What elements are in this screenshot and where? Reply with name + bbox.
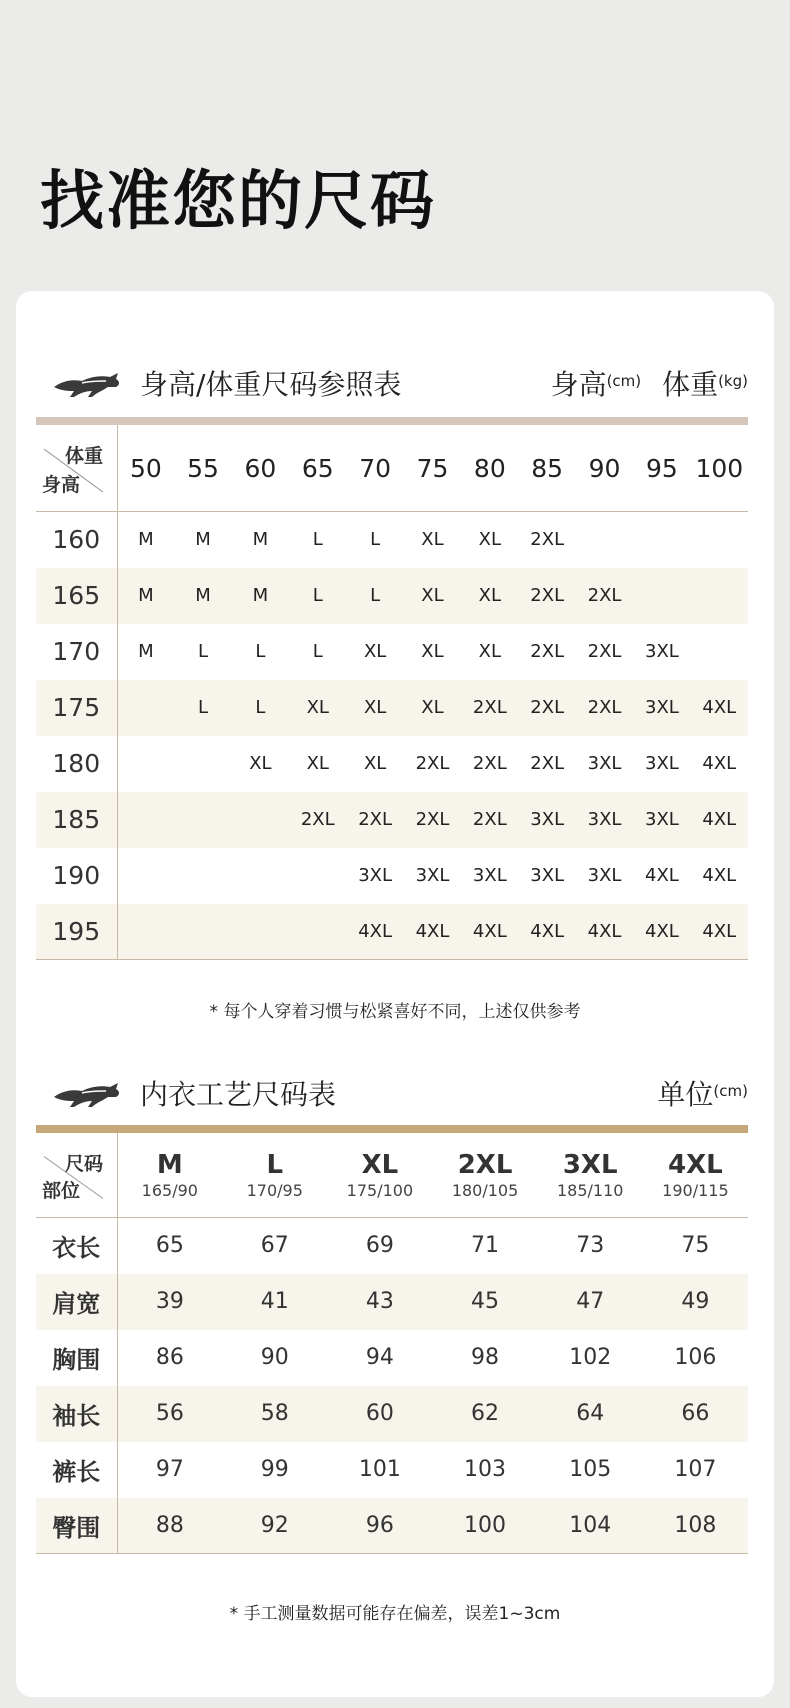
page-title: 找准您的尺码 xyxy=(40,165,436,239)
size-cell: M xyxy=(252,529,269,551)
size-name: 3XL xyxy=(562,1150,618,1180)
size-name: XL xyxy=(361,1150,399,1180)
header-row xyxy=(36,425,748,512)
size-cell: 4XL xyxy=(691,680,748,736)
table-row xyxy=(36,568,748,624)
size-cell: 2XL xyxy=(576,680,633,736)
size-cell xyxy=(289,904,346,960)
measure-cell: 64 xyxy=(538,1386,643,1442)
measure-cell: 107 xyxy=(674,1457,717,1482)
measure-cell: 97 xyxy=(155,1457,184,1482)
size-cell: XL xyxy=(478,529,502,551)
size-cell xyxy=(174,848,231,904)
size-cell: 3XL xyxy=(633,680,690,736)
measure-cell: 102 xyxy=(569,1345,612,1370)
height-weight-table-title: 身高/体重尺码参照表 xyxy=(140,368,402,401)
weight-header: 60 xyxy=(232,425,289,512)
measure-cell: 90 xyxy=(260,1345,289,1370)
size-cell xyxy=(174,792,231,848)
part-label: 胸围 xyxy=(36,1330,117,1386)
size-cell: XL xyxy=(478,641,502,662)
size-cell: 4XL xyxy=(633,904,690,960)
garment-table-title: 内衣工艺尺码表 xyxy=(140,1078,337,1111)
garment-section-header xyxy=(36,1075,748,1115)
size-cell: 4XL xyxy=(702,753,737,774)
size-cell: 3XL xyxy=(415,865,450,886)
table-row xyxy=(36,624,748,680)
measure-cell: 101 xyxy=(358,1457,401,1482)
size-cell: M xyxy=(232,568,289,624)
size-header xyxy=(643,1133,748,1218)
size-header xyxy=(538,1133,643,1218)
measure-cell: 86 xyxy=(155,1345,184,1370)
size-cell xyxy=(232,904,289,960)
part-label: 裤长 xyxy=(36,1442,117,1498)
size-cell: 2XL xyxy=(576,568,633,624)
height-weight-units: 身高$^{(cm)}$ 体重$^{(kg)}$ xyxy=(550,368,748,401)
size-cell: 4XL xyxy=(461,904,518,960)
size-cell: M xyxy=(174,568,231,624)
wolf-logo-icon xyxy=(52,369,122,401)
size-cell: 4XL xyxy=(519,904,576,960)
table-row xyxy=(36,1274,748,1330)
height-label: 160 xyxy=(36,512,117,568)
measure-cell: 58 xyxy=(222,1386,327,1442)
size-cell: 2XL xyxy=(530,753,565,774)
corner-bottom-label: 部位 xyxy=(42,1180,81,1202)
size-cell xyxy=(232,848,289,904)
size-cell: 3XL xyxy=(645,753,679,774)
size-spec: 190/115 xyxy=(662,1181,729,1200)
weight-header: 50 xyxy=(117,425,174,512)
size-cell: M xyxy=(117,568,174,624)
weight-header: 95 xyxy=(633,425,690,512)
measure-cell: 39 xyxy=(117,1274,222,1330)
measure-cell: 108 xyxy=(643,1498,748,1554)
measure-cell: 49 xyxy=(643,1274,748,1330)
size-cell: L xyxy=(289,568,346,624)
diagonal-line xyxy=(36,425,117,511)
size-cell: 3XL xyxy=(633,792,690,848)
size-spec: 175/100 xyxy=(346,1181,414,1200)
size-guide-card xyxy=(16,291,774,1697)
measure-cell: 103 xyxy=(464,1457,507,1482)
table-row xyxy=(36,512,748,568)
size-cell: XL xyxy=(346,680,403,736)
corner-header xyxy=(36,1133,117,1218)
height-weight-note: * 每个人穿着习惯与松紧喜好不同，上述仅供参考 xyxy=(209,1002,581,1022)
size-cell xyxy=(289,848,346,904)
size-cell: 3XL xyxy=(576,792,633,848)
table-row xyxy=(36,792,748,848)
size-cell: 4XL xyxy=(691,792,748,848)
size-cell: M xyxy=(195,529,211,551)
weight-header: 70 xyxy=(346,425,403,512)
measure-cell: 99 xyxy=(260,1457,289,1482)
size-cell: XL xyxy=(404,680,461,736)
measure-cell: 60 xyxy=(327,1386,432,1442)
size-header xyxy=(222,1133,327,1218)
size-cell: 2XL xyxy=(519,568,576,624)
size-cell: 2XL xyxy=(346,792,403,848)
height-label: 165 xyxy=(36,568,117,624)
size-cell: 2XL xyxy=(415,753,450,774)
size-cell: 3XL xyxy=(519,792,576,848)
part-label: 衣长 xyxy=(36,1218,117,1274)
size-cell: M xyxy=(138,529,154,551)
size-cell: M xyxy=(138,641,154,662)
size-cell xyxy=(117,848,174,904)
size-cell: 2XL xyxy=(519,680,576,736)
size-cell: L xyxy=(255,641,266,662)
size-cell: 4XL xyxy=(404,904,461,960)
weight-header: 65 xyxy=(289,425,346,512)
size-cell: L xyxy=(346,568,403,624)
size-cell: XL xyxy=(249,753,272,774)
size-cell: 2XL xyxy=(472,753,507,774)
size-cell: 3XL xyxy=(358,865,393,886)
measure-cell: 98 xyxy=(471,1345,500,1370)
size-cell xyxy=(174,736,231,792)
measure-cell: 69 xyxy=(365,1233,394,1259)
height-label: 180 xyxy=(36,736,117,792)
table-row xyxy=(36,1386,748,1442)
corner-top-label: 体重 xyxy=(64,445,103,467)
size-cell: 2XL xyxy=(461,792,518,848)
size-cell: XL xyxy=(421,641,444,662)
size-cell: XL xyxy=(306,753,329,774)
wolf-logo-icon xyxy=(52,1079,122,1111)
measure-cell: 106 xyxy=(674,1345,717,1370)
size-cell xyxy=(174,904,231,960)
table-row xyxy=(36,1330,748,1386)
size-cell: 2XL xyxy=(404,792,461,848)
measure-cell: 67 xyxy=(260,1233,289,1259)
measure-cell: 104 xyxy=(538,1498,643,1554)
section-divider-bar xyxy=(36,417,748,425)
corner-top-label: 尺码 xyxy=(64,1153,103,1175)
size-cell: 4XL xyxy=(702,865,737,886)
size-cell xyxy=(117,680,174,736)
size-cell: 2XL xyxy=(530,641,565,662)
size-cell: 4XL xyxy=(645,865,679,886)
weight-header: 85 xyxy=(519,425,576,512)
height-label: 195 xyxy=(36,904,117,960)
size-cell xyxy=(691,568,748,624)
measure-cell: 43 xyxy=(327,1274,432,1330)
size-name: M xyxy=(156,1150,183,1180)
size-cell xyxy=(691,624,748,680)
weight-header: 55 xyxy=(174,425,231,512)
weight-header: 90 xyxy=(576,425,633,512)
size-header xyxy=(117,1133,222,1218)
measure-cell: 92 xyxy=(222,1498,327,1554)
corner-header xyxy=(36,425,117,512)
measure-cell: 96 xyxy=(327,1498,432,1554)
corner-bottom-label: 身高 xyxy=(42,474,81,496)
size-cell: XL xyxy=(421,529,444,551)
garment-note: * 手工测量数据可能存在偏差，误差1~3cm xyxy=(229,1604,561,1624)
size-cell: XL xyxy=(363,641,387,662)
size-name: 2XL xyxy=(457,1150,513,1180)
size-cell: XL xyxy=(461,568,518,624)
size-cell xyxy=(117,904,174,960)
weight-header: 100 xyxy=(691,425,748,512)
table-row xyxy=(36,904,748,960)
size-cell: 3XL xyxy=(645,641,679,662)
garment-size-table xyxy=(36,1133,748,1554)
measure-cell: 56 xyxy=(117,1386,222,1442)
measure-cell: 45 xyxy=(432,1274,537,1330)
height-label: 190 xyxy=(36,848,117,904)
header-row xyxy=(36,1133,748,1218)
size-cell: XL xyxy=(404,568,461,624)
size-cell xyxy=(691,512,748,568)
measure-cell: 41 xyxy=(222,1274,327,1330)
measure-cell: 71 xyxy=(471,1233,500,1259)
size-cell: L xyxy=(312,641,323,662)
table-row xyxy=(36,680,748,736)
measure-cell: 66 xyxy=(643,1386,748,1442)
size-cell xyxy=(232,792,289,848)
part-label: 肩宽 xyxy=(36,1274,117,1330)
size-cell: 2XL xyxy=(587,641,622,662)
measure-cell: 75 xyxy=(681,1233,710,1259)
size-cell: 3XL xyxy=(587,753,622,774)
table-row xyxy=(36,1498,748,1554)
size-cell: 2XL xyxy=(461,680,518,736)
size-cell xyxy=(576,512,633,568)
size-cell: 3XL xyxy=(587,865,622,886)
table-row xyxy=(36,848,748,904)
height-weight-table xyxy=(36,425,748,960)
size-cell: XL xyxy=(363,753,387,774)
size-header xyxy=(327,1133,432,1218)
table-row xyxy=(36,1442,748,1498)
table-row xyxy=(36,736,748,792)
height-label: 170 xyxy=(36,624,117,680)
measure-cell: 94 xyxy=(365,1345,394,1370)
size-cell: 2XL xyxy=(289,792,346,848)
part-label: 臀围 xyxy=(36,1498,117,1554)
size-cell: 2XL xyxy=(530,529,565,551)
size-cell xyxy=(633,512,690,568)
size-spec: 170/95 xyxy=(246,1181,303,1200)
size-cell: 4XL xyxy=(691,904,748,960)
table-row xyxy=(36,1218,748,1274)
height-weight-section-header xyxy=(36,365,748,405)
size-cell: L xyxy=(232,680,289,736)
size-spec: 185/110 xyxy=(556,1181,624,1200)
size-cell: L xyxy=(312,529,323,551)
measure-cell: 100 xyxy=(432,1498,537,1554)
size-cell: L xyxy=(198,641,209,662)
size-cell: 4XL xyxy=(346,904,403,960)
size-cell: 3XL xyxy=(530,865,565,886)
size-cell: L xyxy=(370,529,381,551)
size-spec: 180/105 xyxy=(451,1181,519,1200)
height-label: 175 xyxy=(36,680,117,736)
size-cell xyxy=(117,792,174,848)
size-cell: L xyxy=(174,680,231,736)
size-cell: 4XL xyxy=(576,904,633,960)
garment-units: 单位$^{(cm)}$ xyxy=(657,1078,748,1111)
height-label: 185 xyxy=(36,792,117,848)
weight-header: 80 xyxy=(461,425,518,512)
measure-cell: 88 xyxy=(117,1498,222,1554)
measure-cell: 47 xyxy=(538,1274,643,1330)
weight-header: 75 xyxy=(404,425,461,512)
measure-cell: 62 xyxy=(432,1386,537,1442)
section-divider-bar xyxy=(36,1125,748,1133)
size-cell xyxy=(117,736,174,792)
part-label: 袖长 xyxy=(36,1386,117,1442)
measure-cell: 105 xyxy=(569,1457,612,1482)
size-name: L xyxy=(266,1150,284,1180)
size-cell: XL xyxy=(289,680,346,736)
size-name: 4XL xyxy=(668,1150,723,1180)
size-header xyxy=(432,1133,537,1218)
size-cell: 3XL xyxy=(472,865,507,886)
measure-cell: 65 xyxy=(155,1233,184,1259)
size-cell xyxy=(633,568,690,624)
measure-cell: 73 xyxy=(576,1233,605,1259)
size-spec: 165/90 xyxy=(141,1181,198,1200)
